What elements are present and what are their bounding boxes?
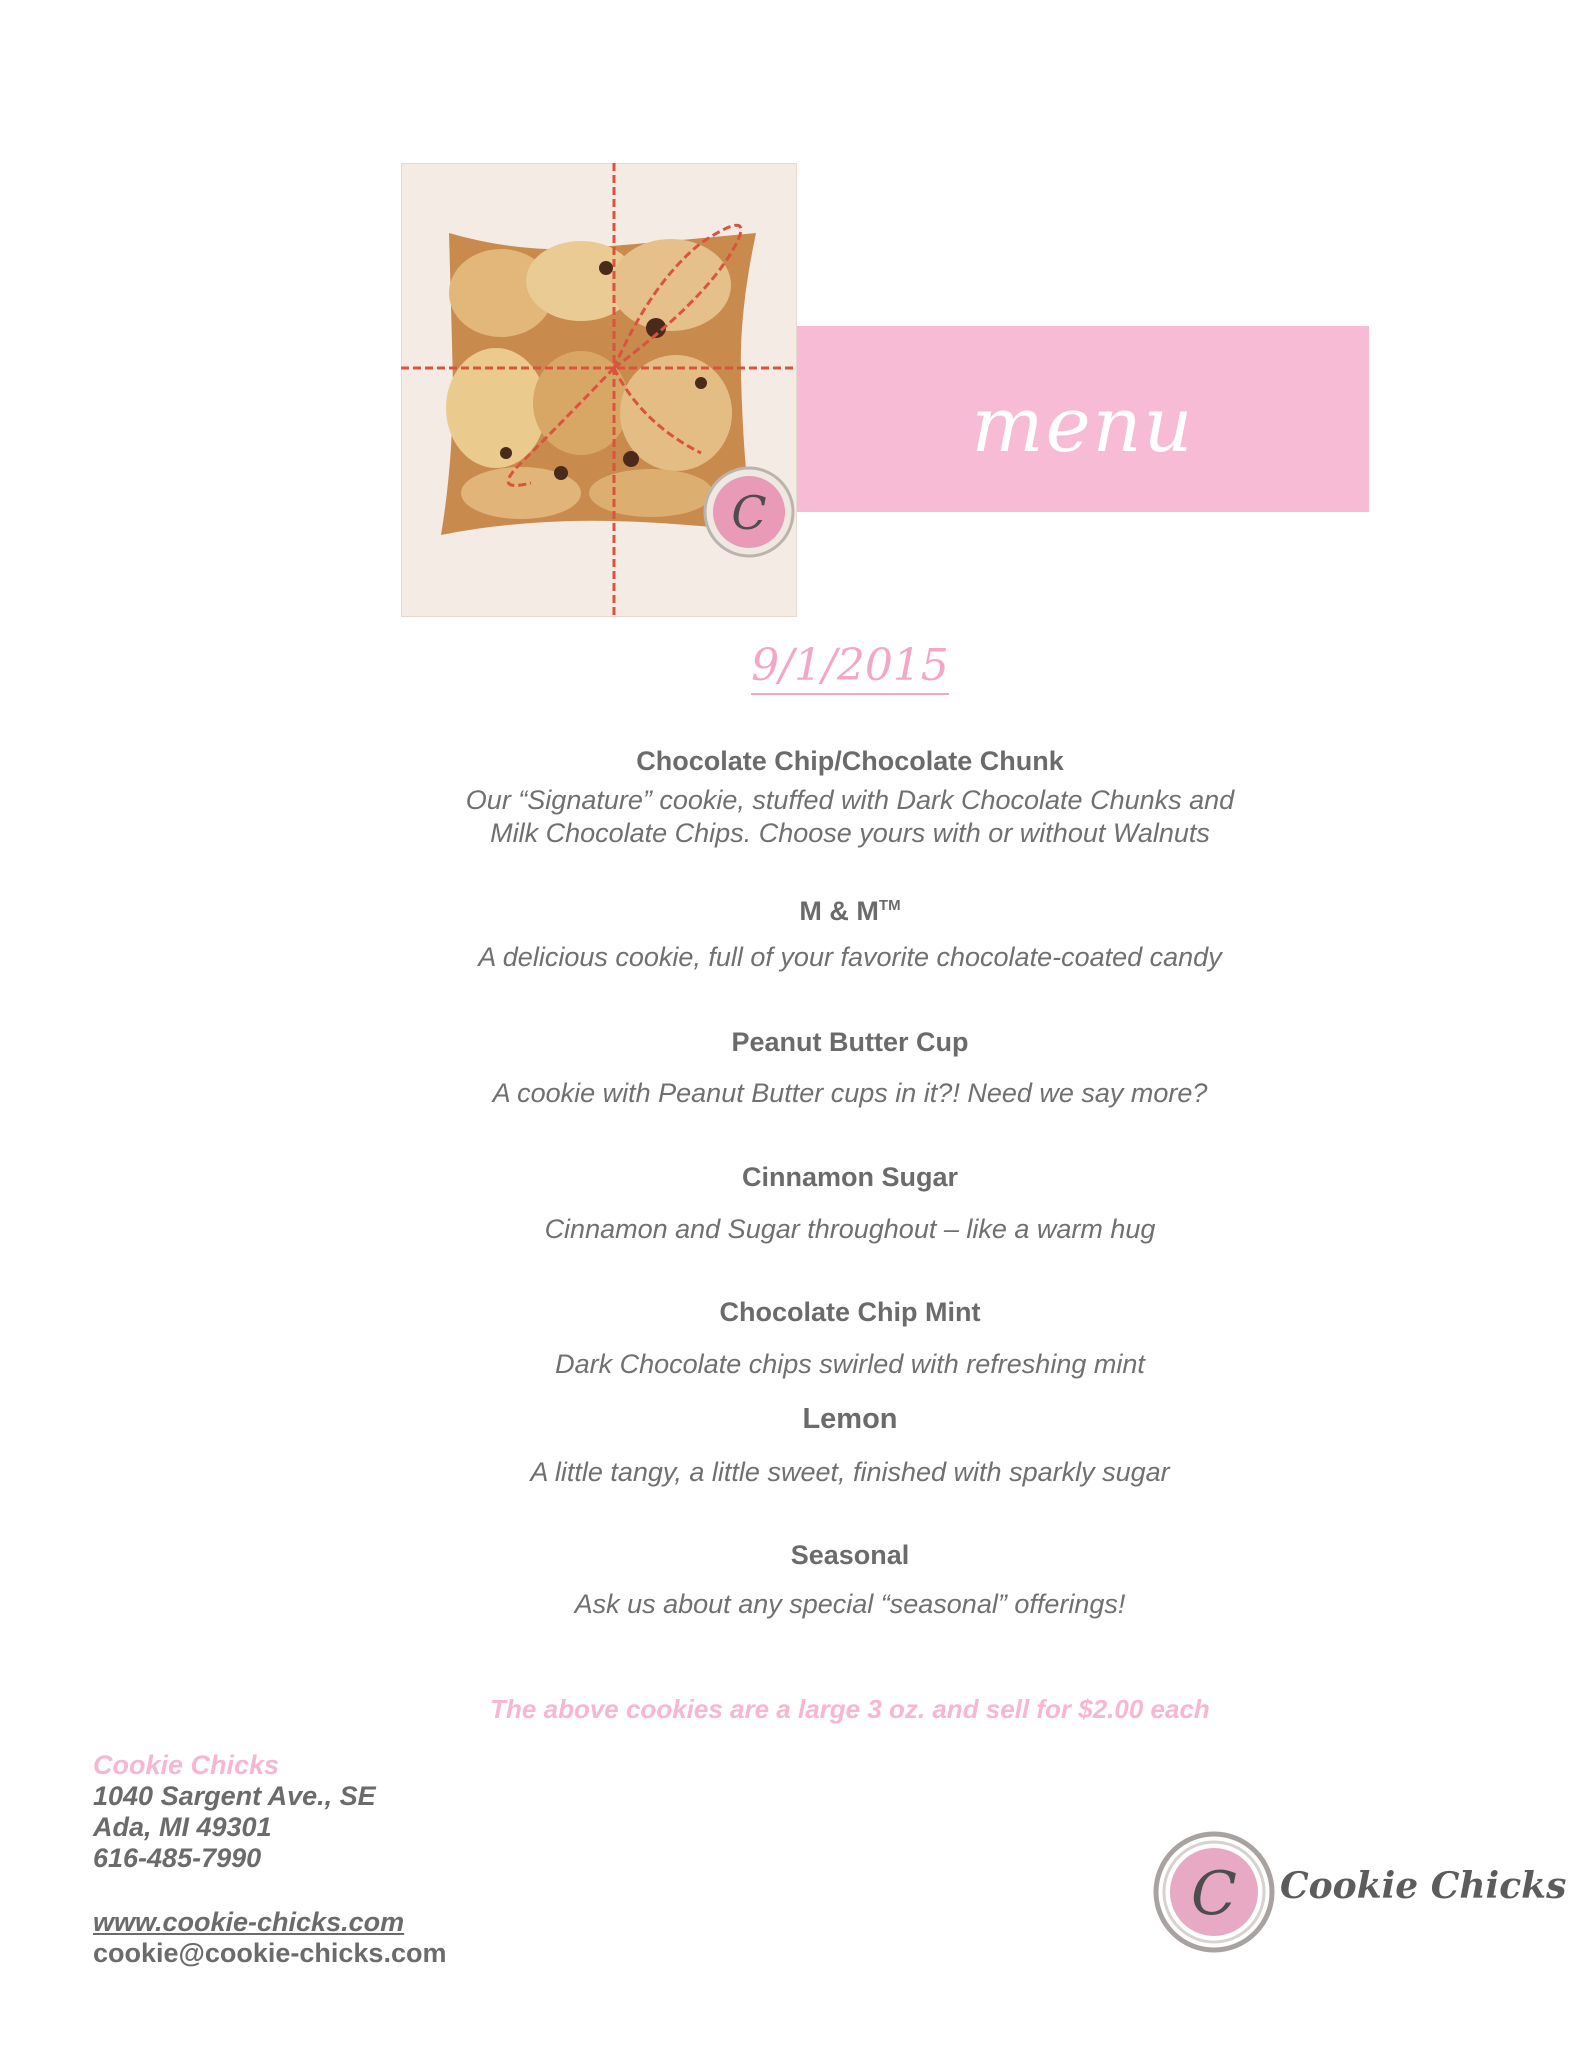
item-name: Seasonal: [790, 1540, 910, 1570]
spacer: [93, 1874, 446, 1907]
item-name-text: M & M: [799, 896, 879, 926]
item-description: [0, 784, 1582, 850]
description-line: Cinnamon and Sugar throughout – like a warm hug: [544, 1214, 1156, 1244]
item-description: [0, 1456, 1582, 1489]
logo-letter: C: [1191, 1859, 1237, 1929]
address-line-1: 1040 Sargent Ave., SE: [93, 1781, 376, 1811]
item-name: Chocolate Chip Mint: [719, 1297, 981, 1327]
description-line: Ask us about any special “seasonal” offerings!: [574, 1589, 1126, 1619]
menu-date: [0, 640, 1582, 691]
price-note: The above cookies are a large 3 oz. and sell for $2.00 each: [490, 1694, 1210, 1724]
description-line: A delicious cookie, full of your favorite chocolate-coated candy: [478, 942, 1222, 972]
website-link[interactable]: www.cookie-chicks.com: [93, 1907, 405, 1937]
contact-block: [93, 1750, 446, 1969]
logo-text: Cookie Chicks: [1280, 1865, 1567, 1907]
phone-number: 616-485-7990: [93, 1843, 262, 1873]
email-link[interactable]: cookie@cookie-chicks.com: [93, 1938, 447, 1968]
photo-badge-letter: C: [731, 486, 767, 540]
item-name: Peanut Butter Cup: [731, 1027, 969, 1057]
item-description: [0, 1213, 1582, 1246]
banner-title: menu: [971, 379, 1195, 469]
item-name: Chocolate Chip/Chocolate Chunk: [636, 746, 1064, 776]
item-description: [0, 1348, 1582, 1381]
description-line: Our “Signature” cookie, stuffed with Dark Chocolate Chunks and: [465, 785, 1235, 815]
description-line: A cookie with Peanut Butter cups in it?! Need we say more?: [492, 1078, 1208, 1108]
menu-date-text: 9/1/2015: [751, 640, 949, 695]
item-name: Lemon: [802, 1403, 898, 1435]
item-description: [0, 1077, 1582, 1110]
menu-banner: [797, 326, 1369, 512]
description-line: A little tangy, a little sweet, finished with sparkly sugar: [530, 1457, 1170, 1487]
item-name: [0, 896, 1582, 927]
description-line: Dark Chocolate chips swirled with refreshing mint: [555, 1349, 1145, 1379]
address-line-2: Ada, MI 49301: [93, 1812, 272, 1842]
trademark-mark: TM: [878, 897, 901, 914]
cookie-box-photo: [401, 163, 797, 617]
item-description: [0, 941, 1582, 974]
cookie-chicks-logo: [1152, 1830, 1567, 1955]
item-name: Cinnamon Sugar: [741, 1162, 958, 1192]
business-name: Cookie Chicks: [93, 1750, 280, 1780]
item-description: [0, 1588, 1582, 1621]
description-line: Milk Chocolate Chips. Choose yours with or without Walnuts: [490, 818, 1210, 848]
